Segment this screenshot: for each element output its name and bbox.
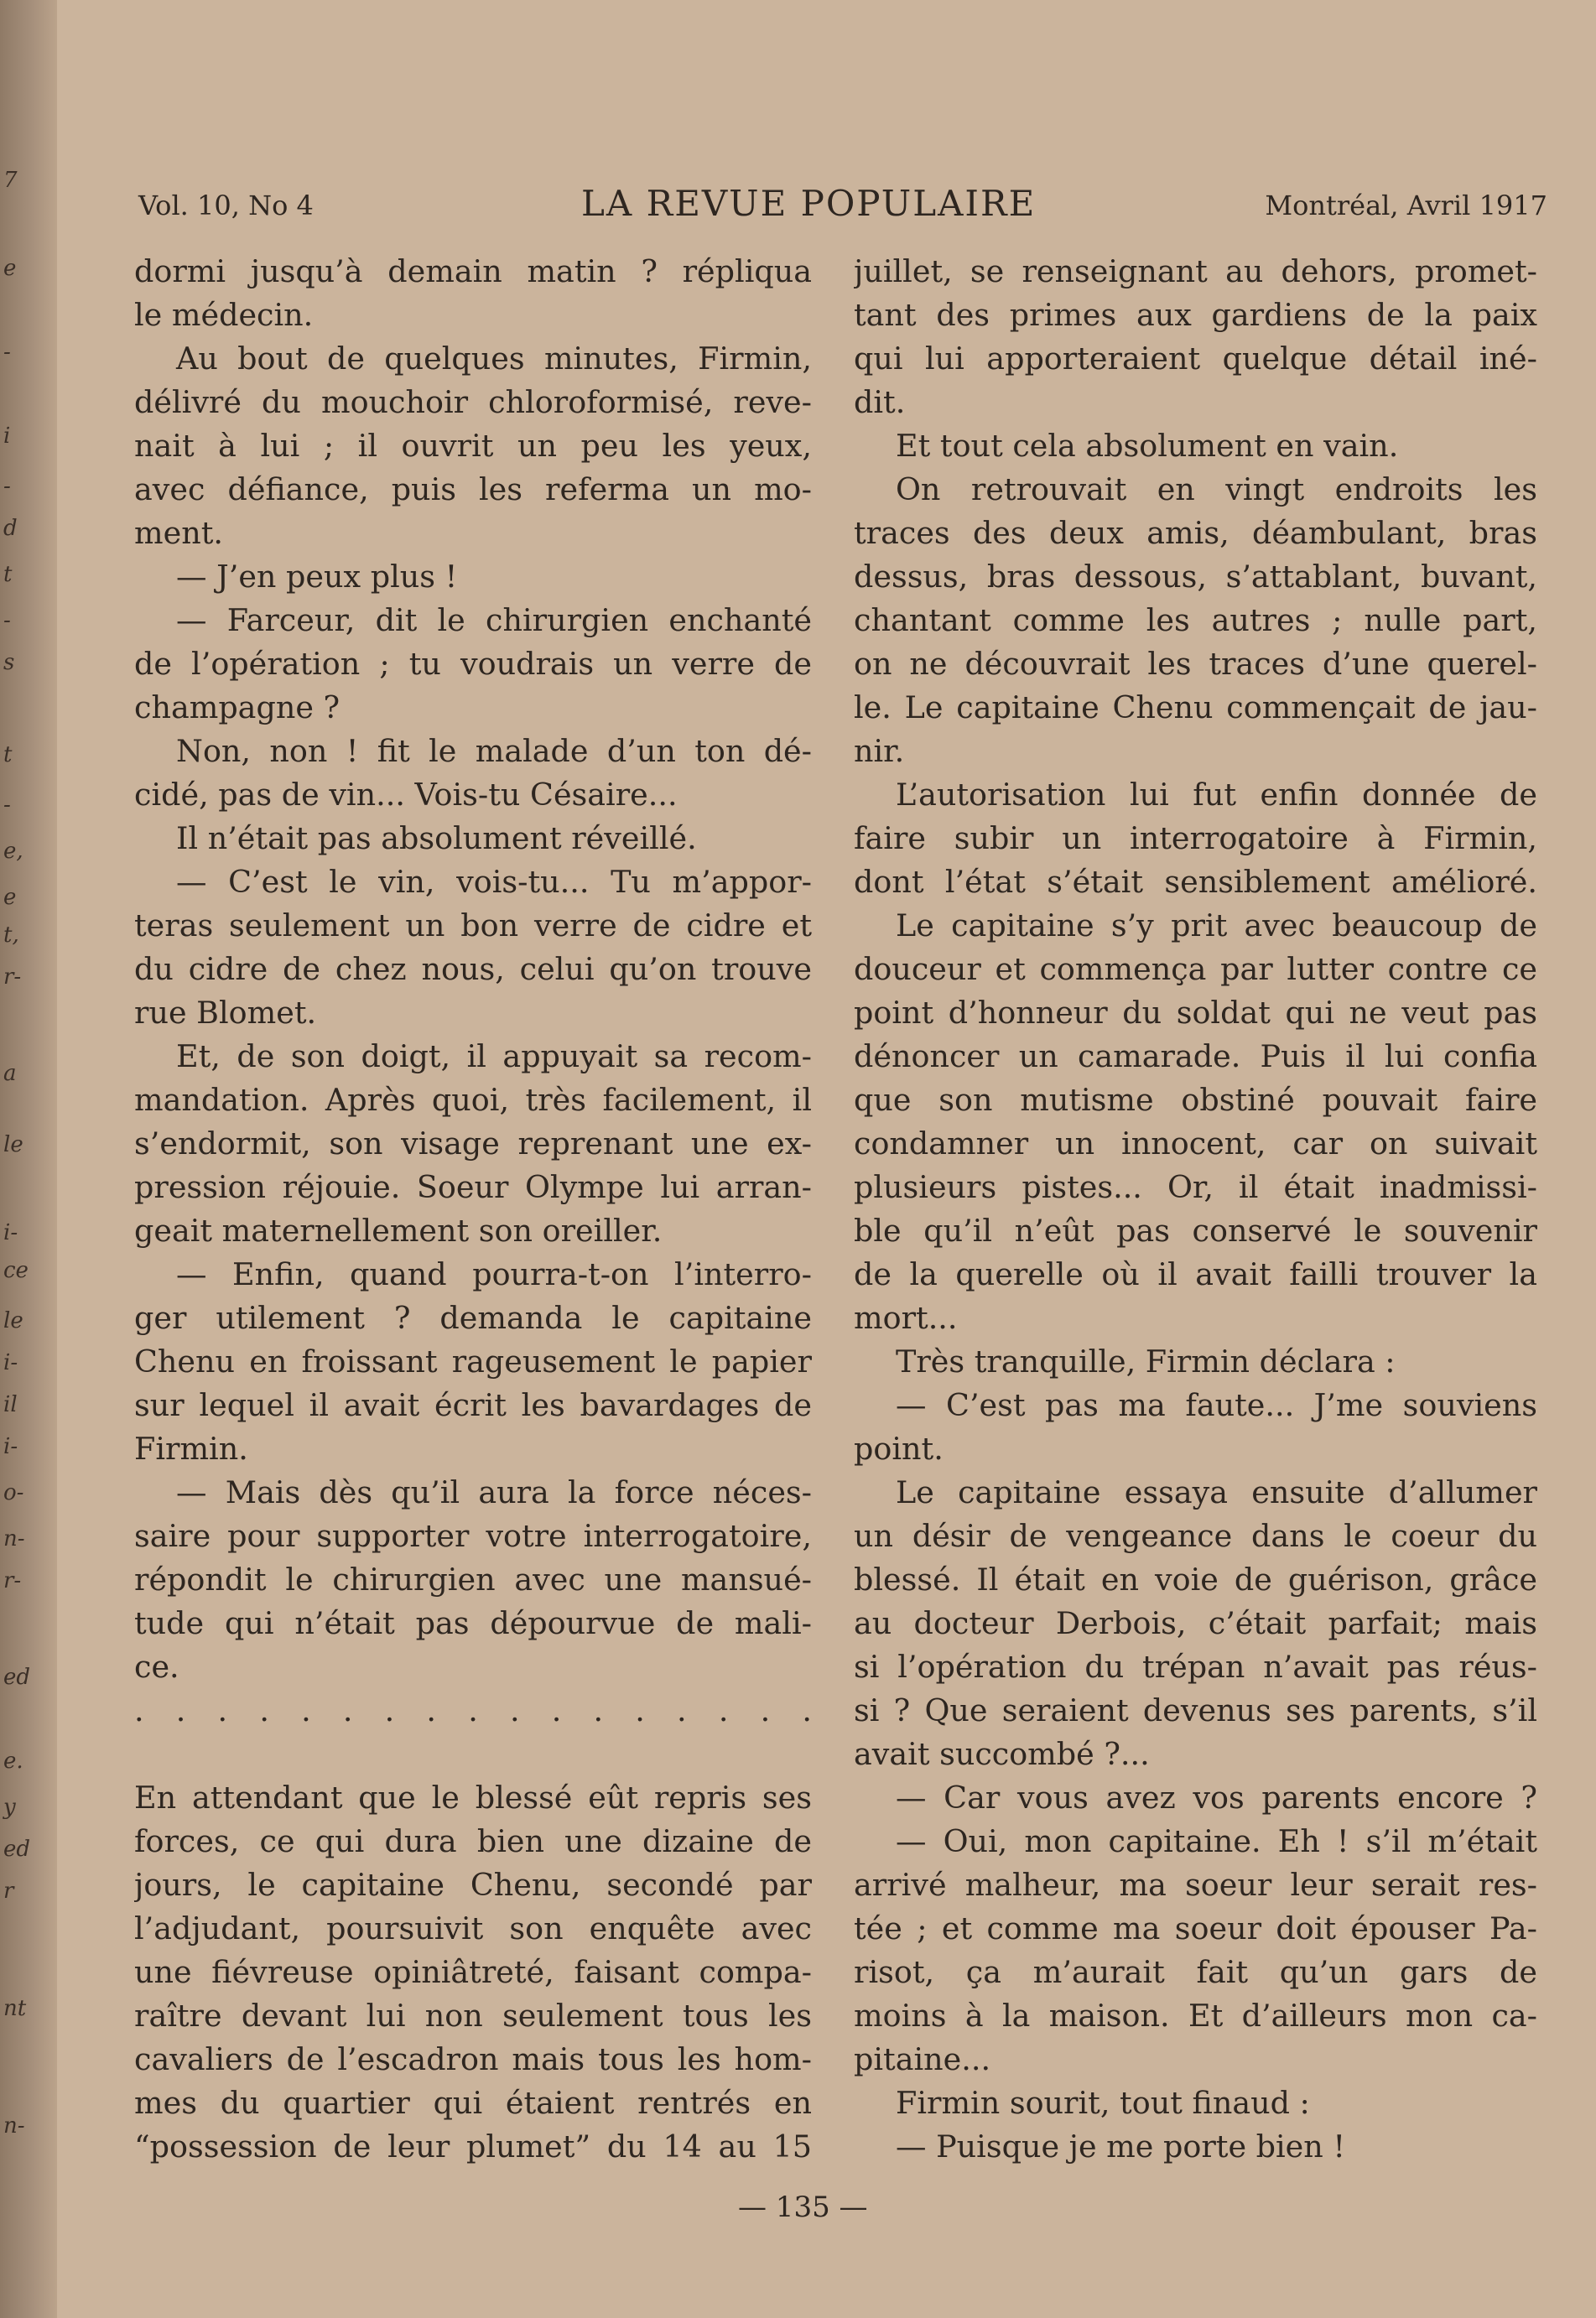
gutter-fragment: e — [3, 256, 17, 281]
gutter-fragment: r- — [3, 1568, 22, 1593]
text-line: mandation. Après quoi, très facilement, il — [134, 1082, 812, 1118]
gutter-fragment: t — [3, 562, 13, 587]
page-gutter-shadow — [0, 0, 57, 2318]
text-line: mes du quartier qui étaient rentrés en — [134, 2085, 812, 2121]
text-line: si l’opération du trépan n’avait pas réus- — [854, 1649, 1537, 1685]
text-line: plusieurs pistes... Or, il était inadmissi- — [854, 1169, 1537, 1205]
text-line: traces des deux amis, déambulant, bras — [854, 515, 1537, 551]
gutter-fragment: i- — [3, 1434, 18, 1459]
text-line: juillet, se renseignant au dehors, promet- — [854, 253, 1537, 289]
text-line: délivré du mouchoir chloroformisé, reve- — [134, 384, 812, 420]
gutter-fragment: e — [3, 885, 17, 910]
text-line: saire pour supporter votre interrogatoire, — [134, 1518, 812, 1554]
issue-date: Montréal, Avril 1917 — [1265, 190, 1547, 221]
gutter-fragment: 7 — [3, 168, 18, 193]
text-line: avec défiance, puis les referma un mo- — [134, 471, 812, 507]
text-line: si ? Que seraient devenus ses parents, s’il — [854, 1692, 1537, 1728]
text-line: un désir de vengeance dans le coeur du — [854, 1518, 1537, 1554]
gutter-fragment: - — [3, 608, 11, 633]
gutter-fragment: s — [3, 650, 15, 675]
text-line: faire subir un interrogatoire à Firmin, — [854, 820, 1537, 856]
text-line: du cidre de chez nous, celui qu’on trouve — [134, 951, 812, 987]
text-line: Le capitaine s’y prit avec beaucoup de — [896, 907, 1537, 943]
gutter-fragment: t — [3, 742, 13, 767]
gutter-fragment: n- — [3, 1526, 25, 1551]
gutter-fragment: y — [3, 1795, 16, 1820]
text-line: ce. — [134, 1649, 179, 1685]
gutter-fragment: ce — [3, 1258, 29, 1283]
text-line: dessus, bras dessous, s’attablant, buvant, — [854, 559, 1537, 595]
text-line: L’autorisation lui fut enfin donnée de — [896, 777, 1537, 813]
gutter-fragment: - — [3, 340, 11, 365]
text-line: arrivé malheur, ma soeur leur serait res- — [854, 1867, 1537, 1903]
gutter-fragment: i — [3, 424, 11, 449]
text-line: l’adjudant, poursuivit son enquête avec — [134, 1910, 812, 1946]
gutter-fragment: a — [3, 1061, 17, 1086]
text-line: Firmin sourit, tout finaud : — [896, 2085, 1310, 2121]
text-line: tée ; et comme ma soeur doit épouser Pa- — [854, 1910, 1537, 1946]
text-line: — Oui, mon capitaine. Eh ! s’il m’était — [896, 1823, 1537, 1859]
text-line: blessé. Il était en voie de guérison, grâce — [854, 1562, 1537, 1598]
gutter-fragment: d — [3, 516, 18, 541]
text-line: dénoncer un camarade. Puis il lui confia — [854, 1038, 1537, 1074]
gutter-fragment: o- — [3, 1480, 24, 1505]
text-line: raître devant lui non seulement tous les — [134, 1998, 812, 2034]
text-line: risot, ça m’aurait fait qu’un gars de — [854, 1954, 1537, 1990]
text-line: — Mais dès qu’il aura la force néces- — [176, 1474, 812, 1510]
publication-title: LA REVUE POPULAIRE — [581, 183, 1037, 224]
left-text-column — [134, 250, 812, 2169]
text-line: ment. — [134, 515, 223, 551]
text-line: Très tranquille, Firmin déclara : — [896, 1344, 1396, 1380]
text-line: chantant comme les autres ; nulle part, — [854, 602, 1537, 638]
text-line: Il n’était pas absolument réveillé. — [176, 820, 697, 856]
text-line: sur lequel il avait écrit les bavardages de — [134, 1387, 812, 1423]
text-line: — Farceur, dit le chirurgien enchanté — [176, 602, 812, 638]
running-header — [138, 183, 1547, 230]
text-line: on ne découvrait les traces d’une querel- — [854, 646, 1537, 682]
text-line: le. Le capitaine Chenu commençait de jau- — [854, 689, 1537, 725]
section-gap — [134, 1733, 812, 1776]
text-line: de l’opération ; tu voudrais un verre de — [134, 646, 812, 682]
text-line: pitaine... — [854, 2041, 991, 2077]
text-line: dont l’état s’était sensiblement amélioré. — [854, 864, 1537, 900]
text-line: nait à lui ; il ouvrit un peu les yeux, — [134, 428, 812, 464]
gutter-fragment: i- — [3, 1350, 18, 1375]
text-line: Chenu en froissant rageusement le papier — [134, 1344, 812, 1380]
gutter-fragment: e, — [3, 839, 23, 864]
text-line: point. — [854, 1431, 944, 1467]
text-line: nir. — [854, 733, 905, 769]
text-line: Et tout cela absolument en vain. — [896, 428, 1399, 464]
text-line: Firmin. — [134, 1431, 248, 1467]
text-line: pression réjouie. Soeur Olympe lui arran- — [134, 1169, 812, 1205]
text-line: forces, ce qui dura bien une dizaine de — [134, 1823, 812, 1859]
gutter-fragment: le — [3, 1308, 23, 1333]
gutter-fragment: e. — [3, 1749, 23, 1774]
text-line: — C’est pas ma faute... J’me souviens — [896, 1387, 1537, 1423]
text-line: champagne ? — [134, 689, 341, 725]
text-line: moins à la maison. Et d’ailleurs mon ca- — [854, 1998, 1537, 2034]
gutter-fragment: t, — [3, 923, 19, 948]
text-line: geait maternellement son oreiller. — [134, 1213, 663, 1249]
text-line: qui lui apporteraient quelque détail iné- — [854, 340, 1537, 377]
text-line: — Enfin, quand pourra-t-on l’interro- — [176, 1256, 812, 1292]
gutter-fragment: le — [3, 1132, 23, 1157]
text-line: dit. — [854, 384, 906, 420]
text-line: — Puisque je me porte bien ! — [896, 2128, 1346, 2165]
gutter-fragment: r — [3, 1879, 14, 1904]
gutter-fragment: n- — [3, 2113, 25, 2139]
text-line: Et, de son doigt, il appuyait sa recom- — [176, 1038, 812, 1074]
gutter-fragment: nt — [3, 1996, 27, 2021]
text-line: Au bout de quelques minutes, Firmin, — [176, 340, 812, 377]
text-line: de la querelle où il avait failli trouver la — [854, 1256, 1537, 1292]
text-line: au docteur Derbois, c’était parfait; mais — [854, 1605, 1537, 1641]
right-text-column — [854, 250, 1537, 2169]
text-line: On retrouvait en vingt endroits les — [896, 471, 1537, 507]
volume-number: Vol. 10, No 4 — [138, 190, 314, 221]
text-line: rue Blomet. — [134, 995, 317, 1031]
section-break-dots: . . . . . . . . . . . . . . . . . — [134, 1692, 812, 1728]
page-number: — 135 — — [738, 2191, 868, 2224]
gutter-fragment: - — [3, 793, 11, 818]
gutter-fragment: i- — [3, 1220, 18, 1245]
text-line: le médecin. — [134, 297, 314, 333]
text-line: — C’est le vin, vois-tu... Tu m’appor- — [176, 864, 812, 900]
text-line: que son mutisme obstiné pouvait faire — [854, 1082, 1537, 1118]
text-line: répondit le chirurgien avec une mansué- — [134, 1562, 812, 1598]
text-line: s’endormit, son visage reprenant une ex- — [134, 1125, 812, 1162]
text-line: dormi jusqu’à demain matin ? répliqua — [134, 253, 812, 289]
gutter-fragment: ed — [3, 1837, 31, 1862]
gutter-fragment: ed — [3, 1665, 31, 1690]
text-line: condamner un innocent, car on suivait — [854, 1125, 1537, 1162]
text-line: mort... — [854, 1300, 958, 1336]
text-line: une fiévreuse opiniâtreté, faisant compa- — [134, 1954, 812, 1990]
text-line: Non, non ! fit le malade d’un ton dé- — [176, 733, 812, 769]
text-line: cavaliers de l’escadron mais tous les hom- — [134, 2041, 812, 2077]
text-line: cidé, pas de vin... Vois-tu Césaire... — [134, 777, 678, 813]
text-line: Le capitaine essaya ensuite d’allumer — [896, 1474, 1537, 1510]
text-line: teras seulement un bon verre de cidre et — [134, 907, 812, 943]
text-line: douceur et commença par lutter contre ce — [854, 951, 1537, 987]
gutter-fragment: il — [3, 1392, 18, 1417]
text-line: avait succombé ?... — [854, 1736, 1150, 1772]
text-line: ble qu’il n’eût pas conservé le souvenir — [854, 1213, 1537, 1249]
text-line: tude qui n’était pas dépourvue de mali- — [134, 1605, 812, 1641]
text-line: point d’honneur du soldat qui ne veut pas — [854, 995, 1537, 1031]
text-line: — J’en peux plus ! — [176, 559, 458, 595]
text-line: “possession de leur plumet” du 14 au 15 — [134, 2128, 812, 2165]
gutter-fragment: - — [3, 474, 11, 499]
text-line: tant des primes aux gardiens de la paix — [854, 297, 1537, 333]
text-line: — Car vous avez vos parents encore ? — [896, 1780, 1537, 1816]
text-line: ger utilement ? demanda le capitaine — [134, 1300, 812, 1336]
text-line: En attendant que le blessé eût repris ses — [134, 1780, 812, 1816]
gutter-fragment: r- — [3, 964, 22, 990]
text-line: jours, le capitaine Chenu, secondé par — [134, 1867, 812, 1903]
